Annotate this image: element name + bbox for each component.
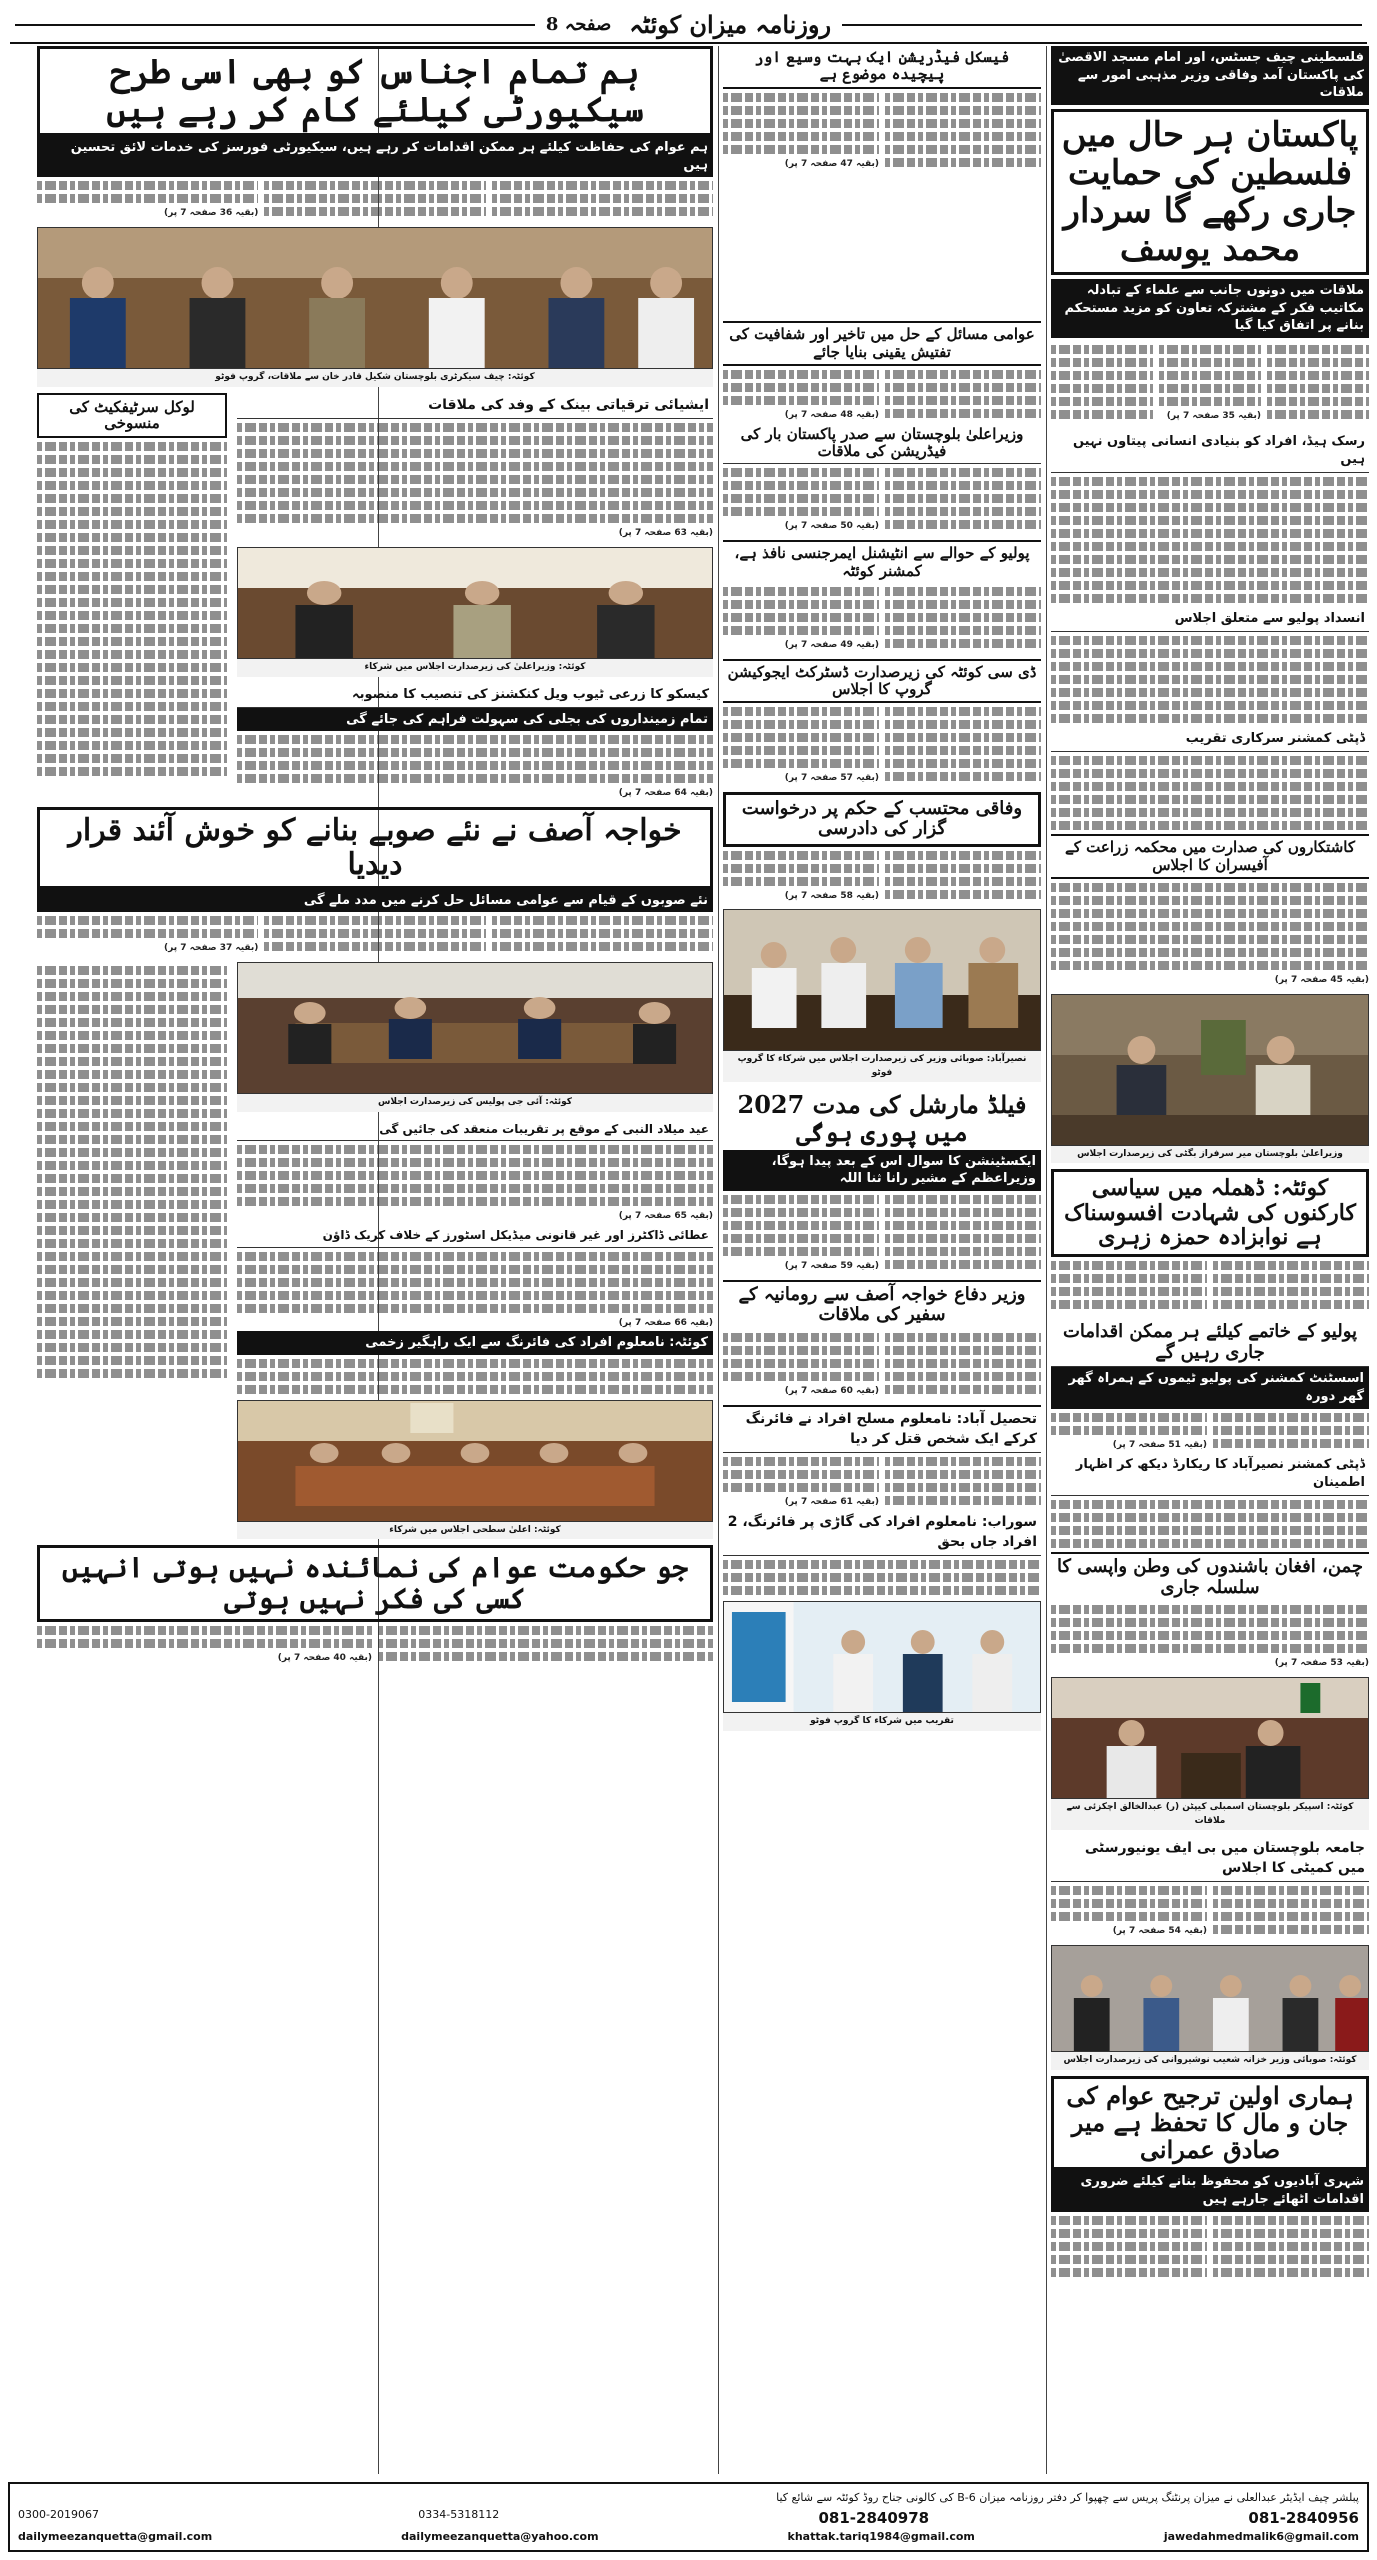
- column-3: [37, 46, 713, 2474]
- continued-ref: (بقیہ 63 صفحہ 7 پر): [618, 528, 713, 539]
- story-headline: کاشتکاروں کی صدارت میں محکمہ زراعت کے آفیسران کا اجلاس: [1051, 834, 1369, 879]
- story-block: [723, 659, 1041, 786]
- story-subheadline: نئے صوبوں کے قیام سے عوامی مسائل حل کرنے میں مدد ملے گی: [37, 889, 713, 913]
- continued-ref: (بقیہ 59 صفحہ 7 پر): [784, 1260, 879, 1271]
- sub-column: [37, 393, 227, 808]
- article-text: [885, 1453, 1041, 1510]
- article-text: [37, 912, 258, 956]
- photo-caption: تقریب میں شرکاء کا گروپ فوٹو: [723, 1713, 1041, 1731]
- masthead: [10, 6, 1367, 44]
- continued-ref: (بقیہ 51 صفحہ 7 پر): [1112, 1439, 1207, 1450]
- continued-ref: (بقیہ 49 صفحہ 7 پر): [784, 639, 879, 650]
- continued-ref: (بقیہ 48 صفحہ 7 پر): [784, 409, 879, 420]
- article-text: [723, 1329, 879, 1399]
- side-story: [1051, 430, 1369, 988]
- story-block: [723, 1405, 1041, 1595]
- article-text: [885, 366, 1041, 423]
- imprint-text: پبلشر چیف ایڈیٹر عبدالعلی نے میزان پرنٹنگ پریس سے چھپوا کر دفتر روزنامہ میزان B-6 کی کالونی جناح روڈ کوئٹہ سے شائع کیا: [776, 2491, 1359, 2504]
- photo-block: [1051, 1677, 1369, 1830]
- news-photo: [237, 547, 713, 659]
- continued-ref: (بقیہ 40 صفحہ 7 پر): [277, 1652, 372, 1663]
- story-headline: چمن، افغان باشندوں کی وطن واپسی کا سلسلہ جاری: [1051, 1552, 1369, 1601]
- article-text: [1213, 1882, 1369, 1939]
- story-headline: پولیو کے خاتمے کیلئے ہر ممکن اقدامات جاری رہیں گے: [1051, 1319, 1369, 1367]
- article-text: [1213, 1409, 1369, 1453]
- article-text: [1051, 1409, 1207, 1453]
- article-text: [1051, 477, 1369, 603]
- story-headline: جامعہ بلوچستان میں بی ایف یونیورسٹی میں کمیٹی کا اجلاس: [1051, 1836, 1369, 1882]
- lead-subheadline: ملاقات میں دونوں جانب سے علماء کے تبادلہ مکاتیب فکر کے مشترکہ تعاون کو مزید مستحکم بنانے پر اتفاق کیا گیا: [1051, 279, 1369, 338]
- news-photo: [237, 1400, 713, 1522]
- article-text: [885, 847, 1041, 904]
- continued-ref: (بقیہ 36 صفحہ 7 پر): [164, 208, 259, 219]
- news-photo: [37, 227, 713, 369]
- article-text: [378, 1622, 713, 1666]
- article-text: [723, 366, 879, 423]
- article-text: [723, 464, 879, 534]
- photo-block: [723, 1601, 1041, 1731]
- lead-kicker: فلسطینی چیف جسٹس، اور امام مسجد الاقصیٰ کی پاکستان آمد وفاقی وزیر مذہبی امور سے ملاقات: [1051, 46, 1369, 105]
- story-headline: عید میلاد النبی کے موقع پر تقریبات منعقد کی جائیں گی: [237, 1118, 713, 1142]
- story-headline: تحصیل آباد: نامعلوم مسلح افراد نے فائرنگ کرکے ایک شخص قتل کر دیا: [723, 1405, 1041, 1453]
- story-headline: کیسکو کا زرعی ٹیوب ویل کنکشنز کی تنصیب کا منصوبہ: [237, 683, 713, 708]
- photo-caption: کوئٹہ: وزیراعلیٰ کی زیرصدارت اجلاس میں شرکاء: [237, 659, 713, 677]
- masthead-rule-right: [842, 24, 1362, 26]
- continued-ref: (بقیہ 60 صفحہ 7 پر): [784, 1386, 879, 1397]
- photo-caption: کوئٹہ: آئی جی پولیس کی زیرصدارت اجلاس: [237, 1094, 713, 1112]
- article-text: [723, 1191, 879, 1274]
- photo-block: [237, 1400, 713, 1540]
- column-divider: [1046, 46, 1047, 2474]
- sub-column: [37, 962, 227, 1545]
- photo-caption: کوئٹہ: اسپیکر بلوچستان اسمبلی کیپٹن (ر) عبدالخالق اچکزئی سے ملاقات: [1051, 1799, 1369, 1830]
- story-subheadline: ایکسٹینشن کا سوال اس کے بعد پیدا ہوگا، وزیراعظم کے مشیر رانا ثنا اللہ: [723, 1150, 1041, 1191]
- mobile-number: 0334-5318112: [418, 2507, 500, 2521]
- continued-ref: (بقیہ 35 صفحہ 7 پر): [1166, 410, 1261, 421]
- story-headline: ڈپٹی کمشنر نصیرآباد کا ریکارڈ دیکھ کر اظہار اطمینان: [1051, 1453, 1369, 1496]
- article-text: [885, 89, 1041, 172]
- continued-ref: (بقیہ 65 صفحہ 7 پر): [618, 1211, 713, 1222]
- story-subheadline: اسسٹنٹ کمشنر کی پولیو ٹیموں کے ہمراہ گھر گھر دورہ: [1051, 1367, 1369, 1408]
- article-text: [492, 912, 713, 956]
- email-address[interactable]: dailymeezanquetta@yahoo.com: [401, 2530, 599, 2543]
- story-block: [723, 321, 1041, 534]
- story-block: [723, 46, 1041, 171]
- news-photo: [1051, 1677, 1369, 1799]
- article-text: [1213, 2212, 1369, 2281]
- photo-block: [723, 909, 1041, 1082]
- masthead-title: روزنامہ میزان کوئٹہ: [629, 9, 832, 39]
- story-headline: عطائی ڈاکٹرز اور غیر قانونی میڈیکل اسٹورز کے خلاف کریک ڈاؤن: [237, 1224, 713, 1248]
- article-text: [37, 442, 227, 776]
- photo-block: [37, 227, 713, 387]
- news-photo: [237, 962, 713, 1094]
- news-photo: [723, 1601, 1041, 1713]
- story-headline: وفاقی محتسب کے حکم پر درخواست گزار کی دادرسی: [723, 792, 1041, 846]
- article-text: [1267, 341, 1369, 424]
- mobile-number: 0300-2019067: [18, 2507, 99, 2521]
- article-text: [37, 1622, 372, 1666]
- photo-block: [237, 547, 713, 677]
- story-headline: فیلڈ مارشل کی مدت 2027 میں پوری ہوگی: [737, 1090, 1027, 1148]
- article-text: [264, 912, 485, 956]
- continued-ref: (بقیہ 53 صفحہ 7 پر): [1274, 1658, 1369, 1669]
- continued-ref: (بقیہ 64 صفحہ 7 پر): [618, 788, 713, 799]
- story-subheadline: ہم عوام کی حفاظت کیلئے ہر ممکن اقدامات کر رہے ہیں، سیکیورٹی فورسز کی خدمات لائق تحسین ہیں: [37, 136, 713, 177]
- article-text: [885, 464, 1041, 534]
- sub-column: [237, 393, 713, 808]
- story-block: [723, 540, 1041, 652]
- article-text: [723, 583, 879, 653]
- article-text: [264, 177, 485, 221]
- article-text: [1051, 1882, 1207, 1939]
- photo-block: [1051, 1945, 1369, 2070]
- article-text: [237, 1359, 713, 1394]
- column-1: [1051, 46, 1369, 2474]
- story-headline: انسداد پولیو سے متعلق اجلاس: [1051, 607, 1369, 632]
- photo-caption: کوئٹہ: چیف سیکرٹری بلوچستان شکیل قادر خان سے ملاقات، گروپ فوٹو: [37, 369, 713, 387]
- article-text: [723, 89, 879, 172]
- lead-story: [37, 46, 713, 221]
- lead-story: [1051, 46, 1369, 424]
- page-number: صفحہ 8: [545, 13, 612, 35]
- article-text: [237, 423, 713, 541]
- phone-number: 081-2840978: [818, 2508, 930, 2527]
- story-block: [237, 1118, 713, 1394]
- article-text: [885, 703, 1041, 786]
- story-headline: لوکل سرٹیفکیٹ کی منسوخی: [37, 393, 227, 439]
- story-headline: ہماری اولین ترجیح عوام کی جان و مال کا تحفظ ہے میر صادق عمرانی: [1051, 2076, 1369, 2171]
- column-divider: [718, 46, 719, 2474]
- article-text: [885, 583, 1041, 653]
- continued-ref: (بقیہ 57 صفحہ 7 پر): [784, 773, 879, 784]
- story-block: [37, 807, 713, 956]
- article-text: [723, 847, 879, 904]
- story-block: [1051, 1169, 1369, 1313]
- article-text: [1051, 1257, 1207, 1313]
- article-text: [1051, 883, 1369, 988]
- story-block: [237, 393, 713, 542]
- article-text: [237, 1145, 713, 1224]
- article-text: [1051, 1500, 1369, 1548]
- article-text: [885, 1329, 1041, 1399]
- story-subheadline: شہری آبادیوں کو محفوظ بنانے کیلئے ضروری اقدامات اٹھائے جارہے ہیں: [1051, 2170, 1369, 2211]
- continued-ref: (بقیہ 45 صفحہ 7 پر): [1274, 974, 1369, 985]
- article-text: [37, 177, 258, 221]
- story-subheadline: تمام زمینداروں کی بجلی کی سہولت فراہم کی جائے گی: [237, 708, 713, 732]
- photo-caption: وزیراعلیٰ بلوچستان میر سرفراز بگٹی کی زیرصدارت اجلاس: [1051, 1146, 1369, 1164]
- photo-block: [237, 962, 713, 1112]
- story-headline: سوراب: نامعلوم افراد کی گاڑی پر فائرنگ، 2 افراد جاں بحق: [723, 1510, 1041, 1556]
- article-text: [1051, 2212, 1207, 2281]
- news-photo: [723, 909, 1041, 1051]
- story-headline: ڈپٹی کمشنر سرکاری تقریب: [1051, 727, 1369, 752]
- story-block: [1051, 1836, 1369, 1939]
- story-block: [723, 1088, 1041, 1273]
- continued-ref: (بقیہ 54 صفحہ 7 پر): [1112, 1926, 1207, 1937]
- story-block: [723, 1280, 1041, 1399]
- story-headline: عوامی مسائل کے حل میں تاخیر اور شفافیت کی تفتیش یقینی بنایا جائے: [723, 321, 1041, 366]
- story-headline: ہم تمام اجناس کو بھی اسی طرح سیکیورٹی کیلئے کام کر رہے ہیں: [37, 46, 713, 136]
- article-text: [1051, 756, 1369, 830]
- article-text: [723, 703, 879, 786]
- story-headline: پولیو کے حوالے سے انٹیشنل ایمرجنسی نافذ ہے، کمشنر کوئٹہ: [723, 540, 1041, 583]
- masthead-rule-left: [15, 24, 535, 26]
- continued-ref: (بقیہ 37 صفحہ 7 پر): [164, 943, 259, 954]
- story-headline: وزیراعلیٰ بلوچستان سے صدر پاکستان بار کی فیڈریشن کی ملاقات: [723, 423, 1041, 465]
- story-headline: ایشیائی ترقیاتی بینک کے وفد کی ملاقات: [237, 393, 713, 420]
- story-block: [237, 683, 713, 802]
- article-text: [237, 1252, 713, 1331]
- phone-number: 081-2840956: [1248, 2508, 1359, 2527]
- article-text: [723, 1560, 1041, 1595]
- continued-ref: (بقیہ 47 صفحہ 7 پر): [784, 158, 879, 169]
- email-address[interactable]: jawedahmedmalik6@gmail.com: [1163, 2530, 1359, 2543]
- photo-caption: نصیرآباد: صوبائی وزیر کی زیرصدارت اجلاس میں شرکاء کا گروپ فوٹو: [723, 1051, 1041, 1082]
- story-block: [1051, 2076, 1369, 2281]
- article-text: [237, 735, 713, 801]
- continued-ref: (بقیہ 58 صفحہ 7 پر): [784, 890, 879, 901]
- article-text: [492, 177, 713, 221]
- news-photo: [1051, 1945, 1369, 2052]
- article-text: [1159, 341, 1261, 424]
- lead-headline: پاکستان ہر حال میں فلسطین کی حمایت جاری رکھے گا سردار محمد یوسف: [1051, 109, 1369, 275]
- story-headline: خواجہ آصف نے نئے صوبے بنانے کو خوش آئند قرار دیدیا: [37, 807, 713, 888]
- story-block: [1051, 1319, 1369, 1671]
- article-text: [723, 1453, 879, 1510]
- photo-caption: کوئٹہ: اعلیٰ سطحی اجلاس میں شرکاء: [237, 1522, 713, 1540]
- article-text: [1051, 1605, 1369, 1671]
- imprint-footer: [8, 2482, 1369, 2552]
- story-headline: فیسکل فیڈریشن ایک بہت وسیع اور پیچیدہ موضوع ہے: [723, 46, 1041, 89]
- article-text: [1051, 341, 1153, 424]
- story-block: [723, 792, 1041, 903]
- story-headline: کوئٹہ: نامعلوم افراد کی فائرنگ سے ایک راہگیر زخمی: [237, 1331, 713, 1355]
- news-photo: [1051, 994, 1369, 1146]
- continued-ref: (بقیہ 66 صفحہ 7 پر): [618, 1318, 713, 1329]
- story-headline: وزیر دفاع خواجہ آصف سے رومانیہ کے سفیر کی ملاقات: [723, 1280, 1041, 1329]
- email-address[interactable]: dailymeezanquetta@gmail.com: [18, 2530, 213, 2543]
- story-headline: ڈی سی کوئٹہ کی زیرصدارت ڈسٹرکٹ ایجوکیشن گروپ کا اجلاس: [723, 659, 1041, 704]
- email-address[interactable]: khattak.tariq1984@gmail.com: [787, 2530, 975, 2543]
- article-text: [885, 1191, 1041, 1274]
- photo-block: [1051, 994, 1369, 1164]
- sub-column: [237, 962, 713, 1545]
- story-headline: رسک ہیڈ، افراد کو بنیادی انسانی پیتاوں نہیں ہیں: [1051, 430, 1369, 473]
- continued-ref: (بقیہ 61 صفحہ 7 پر): [784, 1497, 879, 1508]
- article-text: [37, 966, 227, 1378]
- column-2: [723, 46, 1041, 2474]
- photo-caption: کوئٹہ: صوبائی وزیر خزانہ شعیب نوشیروانی کی زیرصدارت اجلاس: [1051, 2052, 1369, 2070]
- continued-ref: (بقیہ 50 صفحہ 7 پر): [784, 521, 879, 532]
- story-block: [37, 1545, 713, 1666]
- article-text: [1051, 636, 1369, 723]
- article-text: [1213, 1257, 1369, 1313]
- story-headline: جو حکومت عوام کی نمائندہ نہیں ہوتی انہیں کسی کی فکر نہیں ہوتی: [37, 1545, 713, 1622]
- story-headline: کوئٹہ: ڈھملہ میں سیاسی کارکنوں کی شہادت افسوسناک ہے نوابزادہ حمزہ زہری: [1051, 1169, 1369, 1257]
